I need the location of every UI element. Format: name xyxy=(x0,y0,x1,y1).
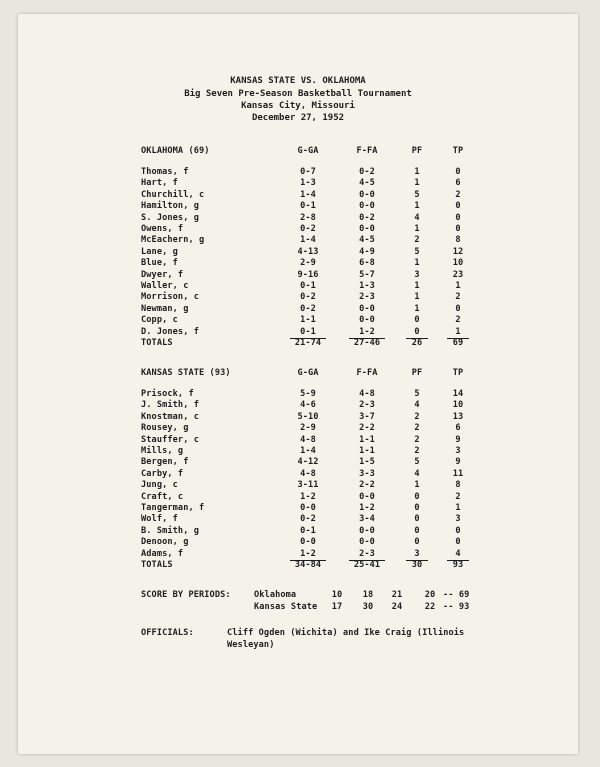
stat-f-fa: 1-5 xyxy=(359,457,375,468)
totals-tp: 93 xyxy=(452,560,464,570)
totals-f-fa: 25-41 xyxy=(353,560,381,570)
stat-g-ga: 5-10 xyxy=(297,411,319,422)
stat-tp: 1 xyxy=(455,326,461,337)
period-1: 10 xyxy=(331,590,343,600)
stat-pf: 2 xyxy=(414,235,420,246)
stat-tp: 10 xyxy=(452,400,464,411)
stat-f-fa: 0-0 xyxy=(359,525,375,536)
stat-f-fa: 3-7 xyxy=(359,411,375,422)
col-header-g-ga: G-GA xyxy=(297,368,319,378)
stat-tp: 4 xyxy=(455,548,461,559)
stat-g-ga: 1-2 xyxy=(300,548,316,559)
stat-pf: 5 xyxy=(414,389,420,399)
stat-pf: 0 xyxy=(414,315,420,326)
stat-g-ga: 0-0 xyxy=(300,503,316,513)
stat-pf: 2 xyxy=(414,446,420,456)
stat-pf: 0 xyxy=(414,525,420,536)
player-name: Craft, c xyxy=(141,491,184,502)
stat-g-ga: 0-1 xyxy=(300,525,316,536)
stat-g-ga: 0-7 xyxy=(300,167,316,177)
period-2: 30 xyxy=(362,602,374,612)
stat-pf: 1 xyxy=(414,201,420,212)
stat-pf: 2 xyxy=(414,411,420,422)
stat-f-fa: 2-3 xyxy=(359,400,375,411)
col-header-f-fa: F-FA xyxy=(356,146,378,156)
stat-f-fa: 4-9 xyxy=(359,246,375,257)
stat-f-fa: 3-3 xyxy=(359,468,375,479)
stat-pf: 1 xyxy=(414,480,420,491)
stat-tp: 0 xyxy=(455,303,461,314)
period-final: -- 69 xyxy=(443,590,470,600)
period-3: 21 xyxy=(391,590,403,600)
stat-g-ga: 2-9 xyxy=(300,423,316,434)
stat-f-fa: 1-2 xyxy=(359,326,375,337)
title-line-4: December 27, 1952 xyxy=(251,113,345,123)
col-header-pf: PF xyxy=(411,146,423,156)
player-name: Rousey, g xyxy=(141,423,189,434)
stat-tp: 0 xyxy=(455,212,461,223)
stat-g-ga: 1-2 xyxy=(300,491,316,502)
col-header-pf: PF xyxy=(411,368,423,378)
stat-f-fa: 0-0 xyxy=(359,303,375,314)
totals-label: TOTALS xyxy=(141,338,173,348)
player-name: Blue, f xyxy=(141,258,178,269)
stat-g-ga: 1-4 xyxy=(300,189,316,200)
stat-pf: 1 xyxy=(414,303,420,314)
col-header-f-fa: F-FA xyxy=(356,368,378,378)
stat-g-ga: 0-2 xyxy=(300,292,316,303)
period-final: -- 93 xyxy=(443,602,470,612)
period-team: Oklahoma xyxy=(254,590,297,600)
stat-g-ga: 5-9 xyxy=(300,389,316,399)
stat-g-ga: 1-1 xyxy=(300,315,316,326)
stat-pf: 0 xyxy=(414,514,420,525)
team-label: KANSAS STATE (93) xyxy=(141,368,231,378)
period-4: 20 xyxy=(424,590,436,600)
title-line-3: Kansas City, Missouri xyxy=(241,101,355,111)
stat-g-ga: 2-9 xyxy=(300,258,316,269)
stat-g-ga: 1-4 xyxy=(300,235,316,246)
stat-tp: 0 xyxy=(455,525,461,536)
stat-tp: 0 xyxy=(455,537,461,548)
stat-f-fa: 0-0 xyxy=(359,189,375,200)
player-name: McEachern, g xyxy=(141,235,205,246)
stat-f-fa: 0-0 xyxy=(359,224,375,234)
totals-tp: 69 xyxy=(452,338,464,348)
player-name: Carby, f xyxy=(141,468,184,479)
stat-g-ga: 0-2 xyxy=(300,224,316,234)
player-name: Tangerman, f xyxy=(141,503,205,513)
stat-pf: 1 xyxy=(414,178,420,189)
team-label: OKLAHOMA (69) xyxy=(141,146,210,156)
player-name: Adams, f xyxy=(141,548,184,559)
stat-f-fa: 4-5 xyxy=(359,235,375,246)
officials-label: OFFICIALS: xyxy=(141,628,194,638)
player-name: Mills, g xyxy=(141,446,184,456)
stat-tp: 3 xyxy=(455,514,461,525)
period-2: 18 xyxy=(362,590,374,600)
stat-g-ga: 0-2 xyxy=(300,303,316,314)
stat-pf: 1 xyxy=(414,292,420,303)
stat-f-fa: 2-2 xyxy=(359,423,375,434)
col-header-tp: TP xyxy=(452,146,464,156)
stat-f-fa: 3-4 xyxy=(359,514,375,525)
stat-tp: 0 xyxy=(455,201,461,212)
player-name: Knostman, c xyxy=(141,411,200,422)
stat-f-fa: 1-2 xyxy=(359,503,375,513)
stat-f-fa: 0-2 xyxy=(359,167,375,177)
stat-g-ga: 1-3 xyxy=(300,178,316,189)
player-name: Prisock, f xyxy=(141,389,194,399)
stat-pf: 1 xyxy=(414,258,420,269)
stat-f-fa: 6-8 xyxy=(359,258,375,269)
period-team: Kansas State xyxy=(254,602,318,612)
player-name: Wolf, f xyxy=(141,514,178,525)
stat-f-fa: 0-2 xyxy=(359,212,375,223)
stat-tp: 1 xyxy=(455,503,461,513)
stat-tp: 8 xyxy=(455,480,461,491)
player-name: J. Smith, f xyxy=(141,400,200,411)
stat-tp: 9 xyxy=(455,434,461,445)
stat-g-ga: 4-8 xyxy=(300,468,316,479)
stat-f-fa: 2-2 xyxy=(359,480,375,491)
stat-pf: 5 xyxy=(414,189,420,200)
player-name: Hart, f xyxy=(141,178,178,189)
period-3: 24 xyxy=(391,602,403,612)
stat-pf: 0 xyxy=(414,326,420,337)
stat-g-ga: 4-8 xyxy=(300,434,316,445)
stat-g-ga: 0-1 xyxy=(300,326,316,337)
stat-pf: 5 xyxy=(414,246,420,257)
stat-f-fa: 2-3 xyxy=(359,292,375,303)
stat-g-ga: 2-8 xyxy=(300,212,316,223)
player-name: Bergen, f xyxy=(141,457,189,468)
title-line-1: KANSAS STATE VS. OKLAHOMA xyxy=(230,76,366,86)
stat-f-fa: 0-0 xyxy=(359,201,375,212)
stat-f-fa: 1-1 xyxy=(359,434,375,445)
player-name: Owens, f xyxy=(141,224,184,234)
stat-tp: 0 xyxy=(455,167,461,177)
player-name: Copp, c xyxy=(141,315,178,326)
col-header-g-ga: G-GA xyxy=(297,146,319,156)
stat-pf: 1 xyxy=(414,281,420,291)
periods-label: SCORE BY PERIODS: xyxy=(141,590,231,600)
player-name: D. Jones, f xyxy=(141,326,200,337)
stat-tp: 6 xyxy=(455,178,461,189)
player-name: Morrison, c xyxy=(141,292,200,303)
stat-pf: 3 xyxy=(414,548,420,559)
stat-f-fa: 0-0 xyxy=(359,537,375,548)
stat-f-fa: 1-3 xyxy=(359,281,375,291)
stat-f-fa: 4-8 xyxy=(359,389,375,399)
totals-f-fa: 27-46 xyxy=(353,338,381,348)
totals-g-ga: 34-84 xyxy=(294,560,322,570)
totals-label: TOTALS xyxy=(141,560,173,570)
stat-g-ga: 0-0 xyxy=(300,537,316,548)
stat-tp: 12 xyxy=(452,246,464,257)
player-name: Waller, c xyxy=(141,281,189,291)
stat-tp: 8 xyxy=(455,235,461,246)
stat-f-fa: 4-5 xyxy=(359,178,375,189)
stat-g-ga: 4-12 xyxy=(297,457,319,468)
player-name: S. Jones, g xyxy=(141,212,200,223)
player-name: Lane, g xyxy=(141,246,178,257)
player-name: Stauffer, c xyxy=(141,434,200,445)
stat-tp: 11 xyxy=(452,468,464,479)
stat-f-fa: 5-7 xyxy=(359,269,375,280)
officials-line-1: Cliff Ogden (Wichita) and Ike Craig (Illinois xyxy=(227,628,465,638)
stat-g-ga: 0-1 xyxy=(300,281,316,291)
totals-pf: 30 xyxy=(411,560,423,570)
stat-g-ga: 3-11 xyxy=(297,480,319,491)
stat-pf: 0 xyxy=(414,503,420,513)
stat-tp: 3 xyxy=(455,446,461,456)
stat-tp: 13 xyxy=(452,411,464,422)
stat-pf: 4 xyxy=(414,400,420,411)
player-name: Dwyer, f xyxy=(141,269,184,280)
player-name: Denoon, g xyxy=(141,537,189,548)
stat-f-fa: 2-3 xyxy=(359,548,375,559)
player-name: Thomas, f xyxy=(141,167,189,177)
stat-f-fa: 1-1 xyxy=(359,446,375,456)
document-page xyxy=(18,14,578,754)
stat-tp: 2 xyxy=(455,189,461,200)
stat-pf: 1 xyxy=(414,224,420,234)
period-1: 17 xyxy=(331,602,343,612)
stat-pf: 0 xyxy=(414,491,420,502)
period-4: 22 xyxy=(424,602,436,612)
stat-pf: 4 xyxy=(414,468,420,479)
stat-tp: 1 xyxy=(455,281,461,291)
stat-pf: 2 xyxy=(414,434,420,445)
officials-line-2: Wesleyan) xyxy=(227,640,275,650)
stat-g-ga: 4-13 xyxy=(297,246,319,257)
stat-tp: 9 xyxy=(455,457,461,468)
player-name: Jung, c xyxy=(141,480,178,491)
stat-tp: 2 xyxy=(455,315,461,326)
stat-pf: 5 xyxy=(414,457,420,468)
player-name: Newman, g xyxy=(141,303,189,314)
stat-g-ga: 9-16 xyxy=(297,269,319,280)
col-header-tp: TP xyxy=(452,368,464,378)
stat-g-ga: 0-2 xyxy=(300,514,316,525)
stat-tp: 23 xyxy=(452,269,464,280)
totals-pf: 26 xyxy=(411,338,423,348)
title-line-2: Big Seven Pre-Season Basketball Tournament xyxy=(184,89,412,99)
stat-tp: 0 xyxy=(455,224,461,234)
stat-f-fa: 0-0 xyxy=(359,491,375,502)
stat-g-ga: 4-6 xyxy=(300,400,316,411)
stat-pf: 3 xyxy=(414,269,420,280)
stat-tp: 2 xyxy=(455,491,461,502)
stat-g-ga: 0-1 xyxy=(300,201,316,212)
stat-g-ga: 1-4 xyxy=(300,446,316,456)
stat-tp: 10 xyxy=(452,258,464,269)
stat-pf: 2 xyxy=(414,423,420,434)
stat-tp: 2 xyxy=(455,292,461,303)
stat-pf: 0 xyxy=(414,537,420,548)
stat-pf: 1 xyxy=(414,167,420,177)
player-name: Hamilton, g xyxy=(141,201,200,212)
stat-tp: 6 xyxy=(455,423,461,434)
stat-tp: 14 xyxy=(452,389,464,399)
player-name: B. Smith, g xyxy=(141,525,200,536)
stat-f-fa: 0-0 xyxy=(359,315,375,326)
totals-g-ga: 21-74 xyxy=(294,338,322,348)
player-name: Churchill, c xyxy=(141,189,205,200)
stat-pf: 4 xyxy=(414,212,420,223)
